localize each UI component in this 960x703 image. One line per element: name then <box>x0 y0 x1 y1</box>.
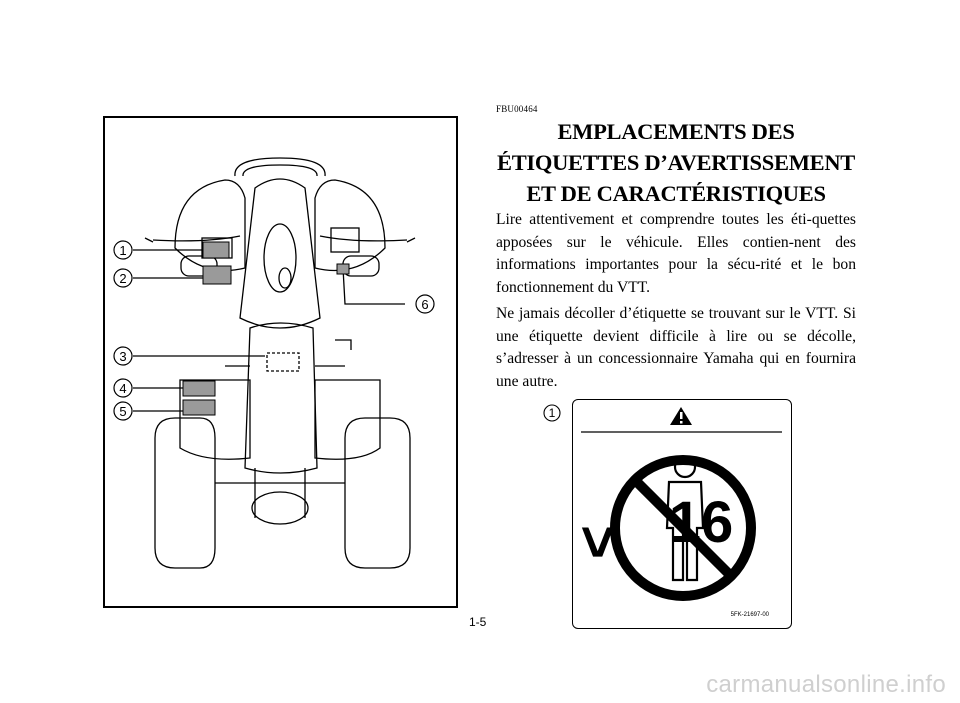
callout-2-text: 2 <box>119 271 127 286</box>
callout-2 <box>114 269 132 287</box>
callout-5-text: 5 <box>119 404 127 419</box>
page-number: 1-5 <box>469 615 487 629</box>
callout-4 <box>114 379 132 397</box>
callout-1 <box>114 241 132 259</box>
section-title <box>486 116 866 209</box>
age-warning-graphic <box>565 400 790 627</box>
site-watermark: carmanualsonline.info <box>706 671 946 698</box>
callout-3 <box>114 347 132 365</box>
atv-top-view-illustration <box>105 118 456 606</box>
callout-5 <box>114 402 132 420</box>
age-number: 16 <box>668 490 734 555</box>
atv-label-location-figure <box>103 116 458 608</box>
document-code: FBU00464 <box>496 104 538 114</box>
title-line-1: EMPLACEMENTS DES <box>557 119 795 144</box>
title-line-3: ET DE CARACTÉRISTIQUES <box>526 181 826 206</box>
paragraph-do-not-remove: Ne jamais décoller d’étiquette se trouvant sur le VTT. Si une étiquette devient difficile à lire ou se décolle, s’adresser à un concessionnaire Yamaha qui en fournira une autre. <box>496 305 856 390</box>
less-than-glyph: < <box>565 525 630 559</box>
callout-6-text: 6 <box>421 297 429 312</box>
paragraph-read-labels: Lire attentivement et comprendre toutes les éti-quettes apposées sur le véhicule. Elles contien-nent des informations importantes pour la sécu-rité et le bon fonctionnement du VTT. <box>496 211 856 296</box>
label-callout-text: 1 <box>548 406 556 420</box>
label-callout-1 <box>543 404 561 422</box>
label-part-code: 5FK-21697-00 <box>730 612 769 618</box>
callout-1-text: 1 <box>119 243 127 258</box>
callout-4-text: 4 <box>119 381 127 396</box>
callout-6 <box>416 295 434 313</box>
age-warning-label <box>565 399 792 629</box>
callout-3-text: 3 <box>119 349 127 364</box>
warning-triangle-icon <box>670 407 692 425</box>
title-line-2: ÉTIQUETTES D’AVERTISSEMENT <box>497 150 855 175</box>
